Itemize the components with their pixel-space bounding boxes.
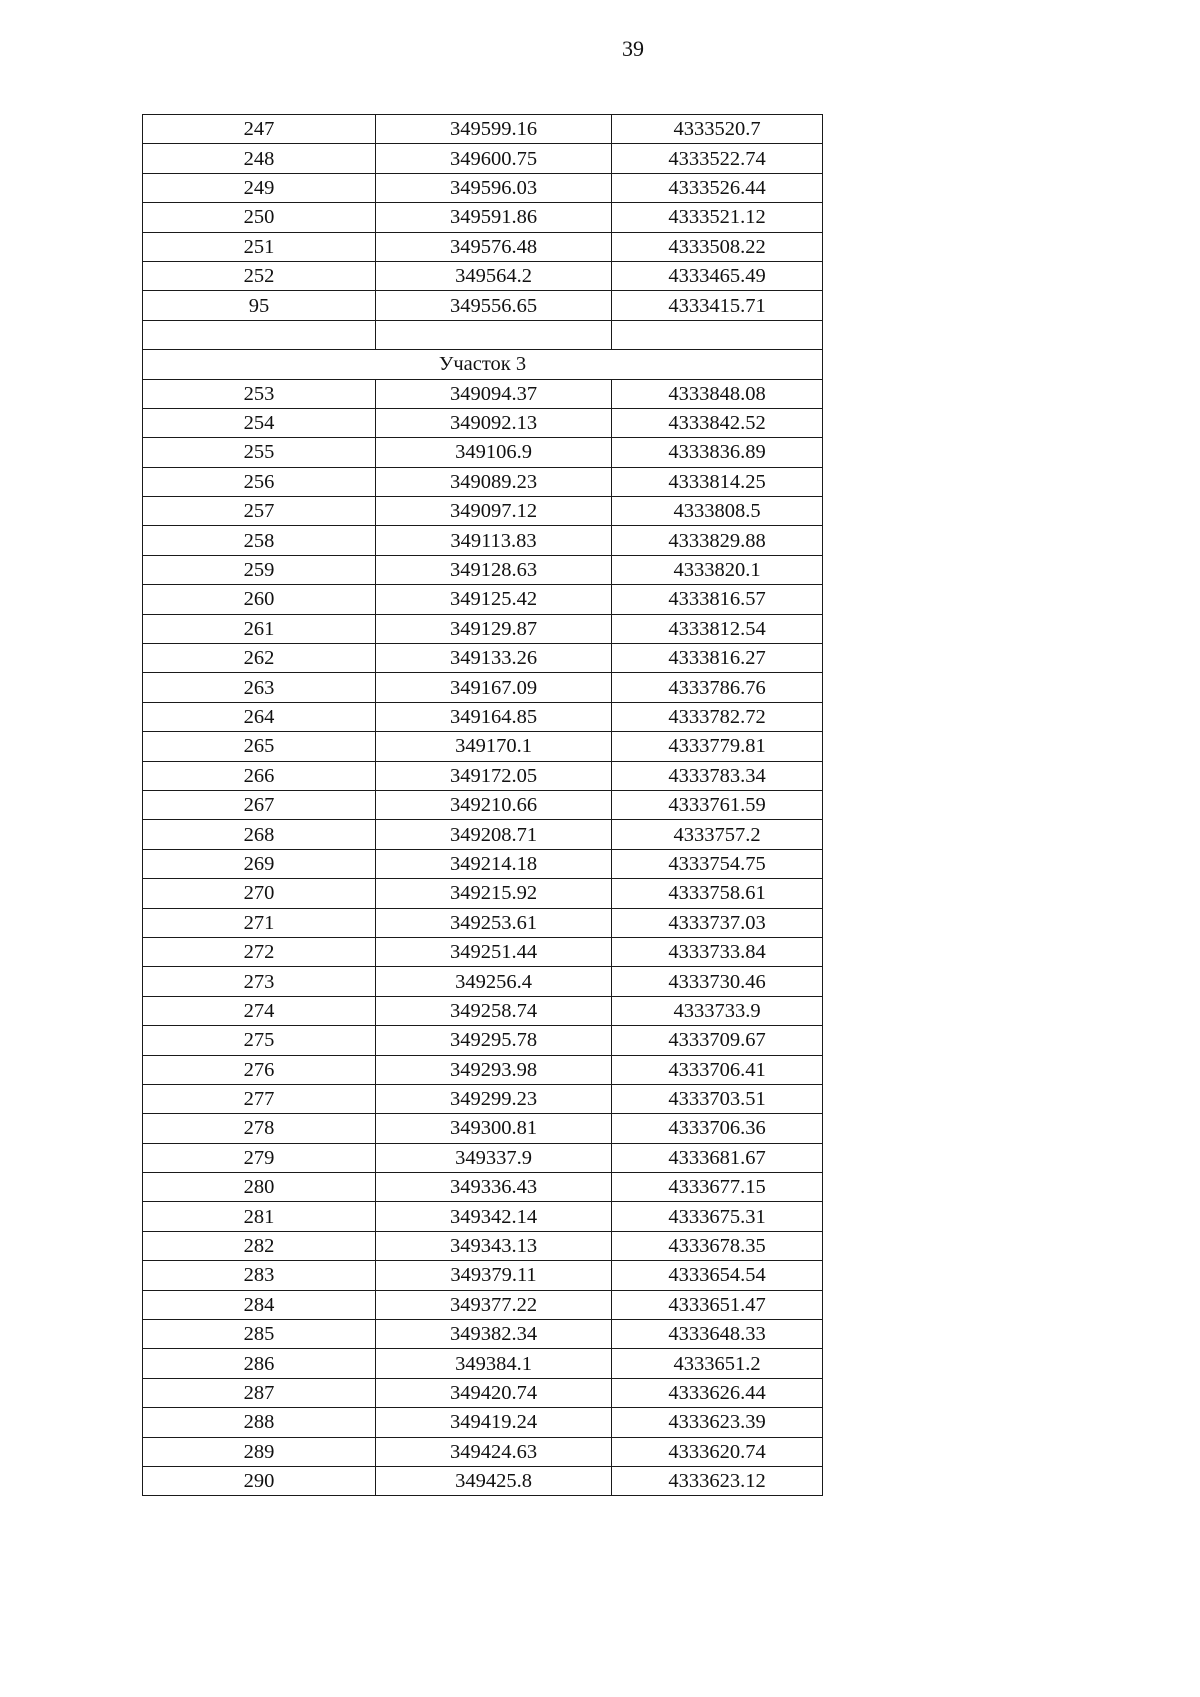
x-coordinate-cell: 349094.37 (376, 379, 612, 408)
y-coordinate-cell: 4333848.08 (612, 379, 823, 408)
x-coordinate-cell: 349379.11 (376, 1261, 612, 1290)
table-row (143, 1026, 823, 1055)
x-coordinate-cell: 349092.13 (376, 408, 612, 437)
y-coordinate-cell: 4333782.72 (612, 702, 823, 731)
x-coordinate-cell: 349210.66 (376, 790, 612, 819)
y-coordinate-cell: 4333623.39 (612, 1408, 823, 1437)
x-coordinate-cell: 349133.26 (376, 644, 612, 673)
point-number-cell: 275 (143, 1026, 376, 1055)
y-coordinate-cell: 4333626.44 (612, 1378, 823, 1407)
point-number-cell: 288 (143, 1408, 376, 1437)
table-row (143, 408, 823, 437)
point-number-cell: 281 (143, 1202, 376, 1231)
y-coordinate-cell: 4333783.34 (612, 761, 823, 790)
x-coordinate-cell: 349128.63 (376, 555, 612, 584)
y-coordinate-cell: 4333521.12 (612, 203, 823, 232)
table-row (143, 732, 823, 761)
point-number-cell: 283 (143, 1261, 376, 1290)
point-number-cell: 250 (143, 203, 376, 232)
point-number-cell: 276 (143, 1055, 376, 1084)
table-row (143, 673, 823, 702)
point-number-cell: 264 (143, 702, 376, 731)
point-number-cell: 280 (143, 1173, 376, 1202)
x-coordinate-cell (376, 320, 612, 349)
point-number-cell: 255 (143, 438, 376, 467)
x-coordinate-cell: 349419.24 (376, 1408, 612, 1437)
x-coordinate-cell: 349299.23 (376, 1084, 612, 1113)
y-coordinate-cell: 4333754.75 (612, 849, 823, 878)
table-row (143, 937, 823, 966)
table-row (143, 761, 823, 790)
x-coordinate-cell: 349208.71 (376, 820, 612, 849)
page-number: 39 (622, 36, 644, 61)
point-number-cell: 284 (143, 1290, 376, 1319)
y-coordinate-cell: 4333758.61 (612, 879, 823, 908)
y-coordinate-cell: 4333706.41 (612, 1055, 823, 1084)
table-row (143, 967, 823, 996)
point-number-cell: 262 (143, 644, 376, 673)
y-coordinate-cell: 4333526.44 (612, 173, 823, 202)
point-number-cell: 263 (143, 673, 376, 702)
y-coordinate-cell: 4333678.35 (612, 1231, 823, 1260)
point-number-cell: 289 (143, 1437, 376, 1466)
point-number-cell: 270 (143, 879, 376, 908)
point-number-cell: 267 (143, 790, 376, 819)
table-row (143, 1114, 823, 1143)
y-coordinate-cell: 4333465.49 (612, 261, 823, 290)
x-coordinate-cell: 349337.9 (376, 1143, 612, 1172)
point-number-cell: 265 (143, 732, 376, 761)
point-number-cell: 254 (143, 408, 376, 437)
x-coordinate-cell: 349343.13 (376, 1231, 612, 1260)
point-number-cell: 252 (143, 261, 376, 290)
table-row (143, 1349, 823, 1378)
y-coordinate-cell: 4333623.12 (612, 1466, 823, 1495)
y-coordinate-cell: 4333842.52 (612, 408, 823, 437)
point-number-cell: 268 (143, 820, 376, 849)
y-coordinate-cell: 4333508.22 (612, 232, 823, 261)
point-number-cell: 274 (143, 996, 376, 1025)
table-row (143, 203, 823, 232)
y-coordinate-cell: 4333820.1 (612, 555, 823, 584)
y-coordinate-cell: 4333836.89 (612, 438, 823, 467)
x-coordinate-cell: 349576.48 (376, 232, 612, 261)
x-coordinate-cell: 349596.03 (376, 173, 612, 202)
y-coordinate-cell: 4333654.54 (612, 1261, 823, 1290)
x-coordinate-cell: 349253.61 (376, 908, 612, 937)
x-coordinate-cell: 349125.42 (376, 585, 612, 614)
table-row (143, 497, 823, 526)
section-header-row (143, 350, 823, 379)
y-coordinate-cell: 4333681.67 (612, 1143, 823, 1172)
table-row (143, 1466, 823, 1495)
coordinates-table (142, 114, 823, 1496)
point-number-cell: 247 (143, 115, 376, 144)
x-coordinate-cell: 349591.86 (376, 203, 612, 232)
y-coordinate-cell: 4333620.74 (612, 1437, 823, 1466)
point-number-cell: 266 (143, 761, 376, 790)
y-coordinate-cell: 4333737.03 (612, 908, 823, 937)
y-coordinate-cell: 4333651.47 (612, 1290, 823, 1319)
table-row (143, 438, 823, 467)
x-coordinate-cell: 349425.8 (376, 1466, 612, 1495)
point-number-cell: 251 (143, 232, 376, 261)
y-coordinate-cell: 4333703.51 (612, 1084, 823, 1113)
x-coordinate-cell: 349251.44 (376, 937, 612, 966)
point-number-cell: 290 (143, 1466, 376, 1495)
y-coordinate-cell: 4333786.76 (612, 673, 823, 702)
y-coordinate-cell: 4333816.57 (612, 585, 823, 614)
table-row (143, 996, 823, 1025)
table-row (143, 1408, 823, 1437)
x-coordinate-cell: 349215.92 (376, 879, 612, 908)
table-row (143, 555, 823, 584)
section-title: Участок 3 (143, 350, 823, 379)
table-row (143, 614, 823, 643)
point-number-cell: 277 (143, 1084, 376, 1113)
point-number-cell: 269 (143, 849, 376, 878)
table-row (143, 1173, 823, 1202)
y-coordinate-cell (612, 320, 823, 349)
table-row (143, 526, 823, 555)
x-coordinate-cell: 349384.1 (376, 1349, 612, 1378)
y-coordinate-cell: 4333757.2 (612, 820, 823, 849)
point-number-cell: 285 (143, 1320, 376, 1349)
point-number-cell: 95 (143, 291, 376, 320)
point-number-cell (143, 320, 376, 349)
point-number-cell: 261 (143, 614, 376, 643)
y-coordinate-cell: 4333706.36 (612, 1114, 823, 1143)
table-row (143, 879, 823, 908)
table-row (143, 908, 823, 937)
x-coordinate-cell: 349129.87 (376, 614, 612, 643)
y-coordinate-cell: 4333829.88 (612, 526, 823, 555)
y-coordinate-cell: 4333651.2 (612, 1349, 823, 1378)
table-row (143, 790, 823, 819)
x-coordinate-cell: 349600.75 (376, 144, 612, 173)
table-row (143, 1437, 823, 1466)
table-row (143, 1055, 823, 1084)
point-number-cell: 282 (143, 1231, 376, 1260)
x-coordinate-cell: 349172.05 (376, 761, 612, 790)
x-coordinate-cell: 349377.22 (376, 1290, 612, 1319)
table-row (143, 1231, 823, 1260)
table-row (143, 1202, 823, 1231)
x-coordinate-cell: 349300.81 (376, 1114, 612, 1143)
table-row (143, 1143, 823, 1172)
x-coordinate-cell: 349170.1 (376, 732, 612, 761)
x-coordinate-cell: 349424.63 (376, 1437, 612, 1466)
point-number-cell: 287 (143, 1378, 376, 1407)
x-coordinate-cell: 349214.18 (376, 849, 612, 878)
x-coordinate-cell: 349256.4 (376, 967, 612, 996)
table-row (143, 320, 823, 349)
point-number-cell: 278 (143, 1114, 376, 1143)
table-row (143, 144, 823, 173)
table-row (143, 1290, 823, 1319)
point-number-cell: 258 (143, 526, 376, 555)
table-row (143, 291, 823, 320)
y-coordinate-cell: 4333677.15 (612, 1173, 823, 1202)
y-coordinate-cell: 4333812.54 (612, 614, 823, 643)
table-row (143, 585, 823, 614)
table-row (143, 261, 823, 290)
x-coordinate-cell: 349382.34 (376, 1320, 612, 1349)
x-coordinate-cell: 349106.9 (376, 438, 612, 467)
y-coordinate-cell: 4333733.84 (612, 937, 823, 966)
table-row (143, 1378, 823, 1407)
point-number-cell: 257 (143, 497, 376, 526)
table-row (143, 702, 823, 731)
point-number-cell: 256 (143, 467, 376, 496)
x-coordinate-cell: 349342.14 (376, 1202, 612, 1231)
point-number-cell: 259 (143, 555, 376, 584)
table-row (143, 115, 823, 144)
y-coordinate-cell: 4333520.7 (612, 115, 823, 144)
point-number-cell: 286 (143, 1349, 376, 1378)
table-row (143, 820, 823, 849)
y-coordinate-cell: 4333779.81 (612, 732, 823, 761)
y-coordinate-cell: 4333814.25 (612, 467, 823, 496)
x-coordinate-cell: 349420.74 (376, 1378, 612, 1407)
y-coordinate-cell: 4333816.27 (612, 644, 823, 673)
x-coordinate-cell: 349167.09 (376, 673, 612, 702)
y-coordinate-cell: 4333730.46 (612, 967, 823, 996)
point-number-cell: 248 (143, 144, 376, 173)
point-number-cell: 249 (143, 173, 376, 202)
x-coordinate-cell: 349336.43 (376, 1173, 612, 1202)
point-number-cell: 272 (143, 937, 376, 966)
y-coordinate-cell: 4333415.71 (612, 291, 823, 320)
x-coordinate-cell: 349564.2 (376, 261, 612, 290)
x-coordinate-cell: 349293.98 (376, 1055, 612, 1084)
y-coordinate-cell: 4333761.59 (612, 790, 823, 819)
point-number-cell: 253 (143, 379, 376, 408)
x-coordinate-cell: 349556.65 (376, 291, 612, 320)
x-coordinate-cell: 349295.78 (376, 1026, 612, 1055)
y-coordinate-cell: 4333522.74 (612, 144, 823, 173)
y-coordinate-cell: 4333808.5 (612, 497, 823, 526)
y-coordinate-cell: 4333709.67 (612, 1026, 823, 1055)
table-row (143, 379, 823, 408)
table-row (143, 173, 823, 202)
table-row (143, 1320, 823, 1349)
table-row (143, 467, 823, 496)
x-coordinate-cell: 349089.23 (376, 467, 612, 496)
table-row (143, 232, 823, 261)
point-number-cell: 271 (143, 908, 376, 937)
x-coordinate-cell: 349599.16 (376, 115, 612, 144)
table-row (143, 849, 823, 878)
x-coordinate-cell: 349097.12 (376, 497, 612, 526)
y-coordinate-cell: 4333733.9 (612, 996, 823, 1025)
point-number-cell: 279 (143, 1143, 376, 1172)
y-coordinate-cell: 4333675.31 (612, 1202, 823, 1231)
table-row (143, 1084, 823, 1113)
coordinates-table-body (143, 115, 823, 1496)
x-coordinate-cell: 349258.74 (376, 996, 612, 1025)
point-number-cell: 260 (143, 585, 376, 614)
table-row (143, 644, 823, 673)
table-row (143, 1261, 823, 1290)
x-coordinate-cell: 349113.83 (376, 526, 612, 555)
point-number-cell: 273 (143, 967, 376, 996)
y-coordinate-cell: 4333648.33 (612, 1320, 823, 1349)
x-coordinate-cell: 349164.85 (376, 702, 612, 731)
